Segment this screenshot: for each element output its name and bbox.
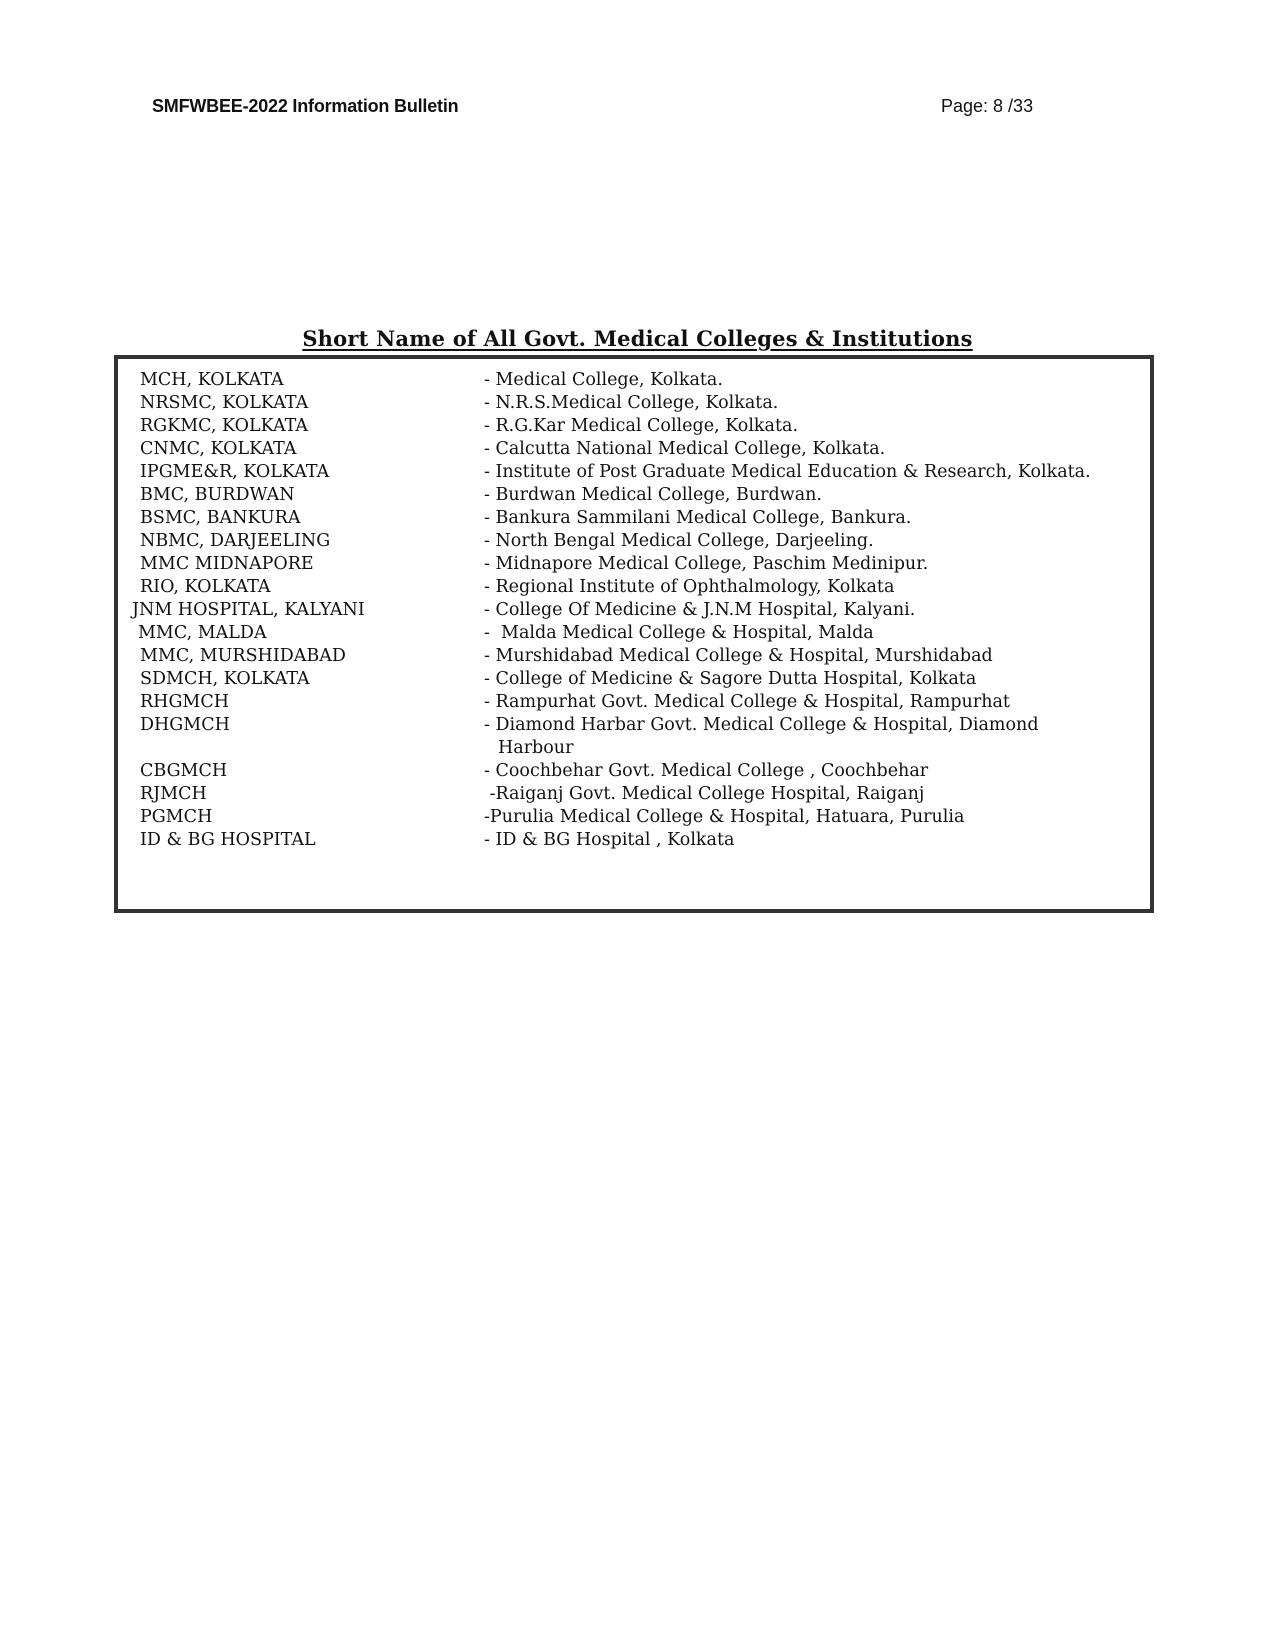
full-name: - Diamond Harbar Govt. Medical College & Hospital, Diamond Harbour — [484, 715, 1039, 758]
short-name: MMC, MURSHIDABAD — [140, 646, 346, 666]
full-name: - College Of Medicine & J.N.M Hospital, Kalyani. — [484, 600, 916, 620]
short-name: RJMCH — [140, 784, 207, 804]
short-name: NRSMC, KOLKATA — [140, 393, 309, 413]
short-name: CNMC, KOLKATA — [140, 439, 297, 459]
full-name: - Midnapore Medical College, Paschim Medinipur. — [484, 554, 929, 574]
short-name: BMC, BURDWAN — [140, 485, 295, 505]
full-name: - Institute of Post Graduate Medical Education & Research, Kolkata. — [484, 462, 1091, 482]
short-name: RGKMC, KOLKATA — [140, 416, 309, 436]
short-name: SDMCH, KOLKATA — [140, 669, 310, 689]
full-name: - Medical College, Kolkata. — [484, 370, 723, 390]
short-name: DHGMCH — [140, 715, 230, 735]
full-name: - Murshidabad Medical College & Hospital, Murshidabad — [484, 646, 993, 666]
full-name: - North Bengal Medical College, Darjeeling. — [484, 531, 874, 551]
short-name: ID & BG HOSPITAL — [140, 830, 316, 850]
full-name: - Rampurhat Govt. Medical College & Hospital, Rampurhat — [484, 692, 1010, 712]
short-name: MMC MIDNAPORE — [140, 554, 314, 574]
full-name: - Regional Institute of Ophthalmology, Kolkata — [484, 577, 895, 597]
full-name: - R.G.Kar Medical College, Kolkata. — [484, 416, 799, 436]
short-name: MMC, MALDA — [138, 623, 267, 643]
page-number: Page: 8 /33 — [941, 96, 1034, 116]
short-name: PGMCH — [140, 807, 213, 827]
full-name: -Raiganj Govt. Medical College Hospital, Raiganj — [484, 784, 925, 804]
short-name: IPGME&R, KOLKATA — [140, 462, 330, 482]
short-name: RIO, KOLKATA — [140, 577, 271, 597]
full-name: -Purulia Medical College & Hospital, Hatuara, Purulia — [484, 807, 965, 827]
short-name: JNM HOSPITAL, KALYANI — [132, 600, 365, 620]
full-name: - Burdwan Medical College, Burdwan. — [484, 485, 822, 505]
bulletin-title: SMFWBEE-2022 Information Bulletin — [152, 96, 459, 116]
short-name: RHGMCH — [140, 692, 229, 712]
full-name: - Calcutta National Medical College, Kolkata. — [484, 439, 886, 459]
full-name: - Coochbehar Govt. Medical College , Coochbehar — [484, 761, 929, 781]
section-title: Short Name of All Govt. Medical Colleges & Institutions — [302, 326, 973, 351]
full-name: - College of Medicine & Sagore Dutta Hospital, Kolkata — [484, 669, 977, 689]
full-name: - Bankura Sammilani Medical College, Bankura. — [484, 508, 912, 528]
short-name: NBMC, DARJEELING — [140, 531, 331, 551]
institutions-table — [114, 355, 1154, 913]
short-name: CBGMCH — [140, 761, 228, 781]
short-name: MCH, KOLKATA — [140, 370, 284, 390]
full-name: - Malda Medical College & Hospital, Malda — [484, 623, 874, 643]
full-name: - ID & BG Hospital , Kolkata — [484, 830, 735, 850]
short-name: BSMC, BANKURA — [140, 508, 301, 528]
full-name: - N.R.S.Medical College, Kolkata. — [484, 393, 779, 413]
